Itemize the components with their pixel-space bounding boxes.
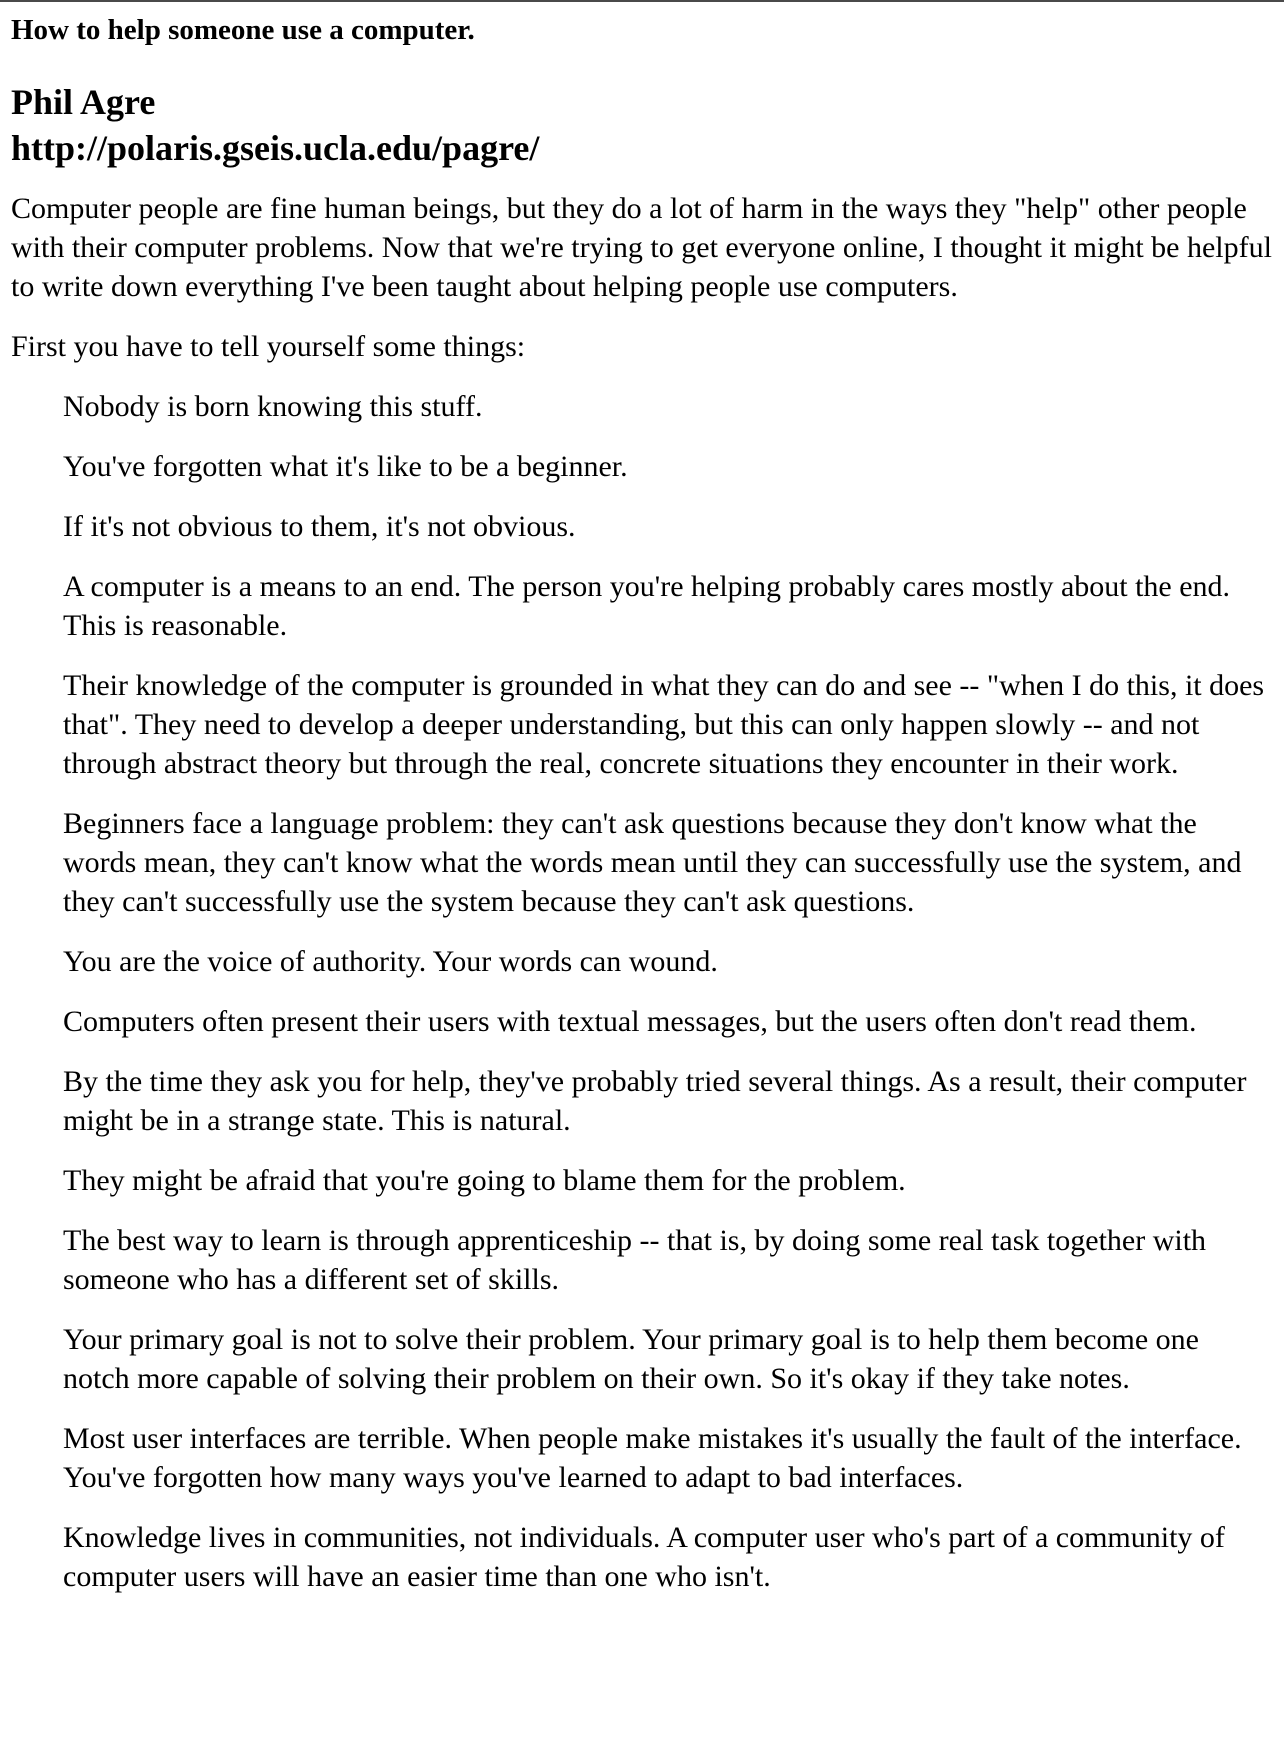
truth-item: Beginners face a language problem: they can't ask questions because they don't know what the words mean, they can't know what the words mean until they can successfully use the system, and they can't successfully use the system because they can't ask questions.	[63, 807, 1242, 918]
truth-item: Knowledge lives in communities, not individuals. A computer user who's part of a community of computer users will have an easier time than one who isn't.	[63, 1521, 1225, 1593]
article	[11, 14, 1273, 1617]
truth-item: You are the voice of authority. Your words can wound.	[63, 945, 718, 978]
lead-in-paragraph: First you have to tell yourself some things:	[11, 330, 526, 363]
top-border-rule	[0, 0, 1284, 2]
truth-item: By the time they ask you for help, they've probably tried several things. As a result, their computer might be in a strange state. This is natural.	[63, 1065, 1247, 1137]
truth-item: If it's not obvious to them, it's not obvious.	[63, 510, 576, 543]
truth-item: Your primary goal is not to solve their problem. Your primary goal is to help them become one notch more capable of solving their problem on their own. So it's okay if they take notes.	[63, 1323, 1199, 1395]
truth-item: Nobody is born knowing this stuff.	[63, 390, 483, 423]
truths-list	[11, 387, 1273, 1596]
truth-item: A computer is a means to an end. The person you're helping probably cares mostly about the end. This is reasonable.	[63, 570, 1231, 642]
truth-item: Most user interfaces are terrible. When people make mistakes it's usually the fault of the interface. You've forgotten how many ways you've learned to adapt to bad interfaces.	[63, 1422, 1242, 1494]
truth-item: The best way to learn is through apprenticeship -- that is, by doing some real task together with someone who has a different set of skills.	[63, 1224, 1207, 1296]
page-title: How to help someone use a computer.	[11, 14, 475, 46]
author-name: Phil Agre	[11, 82, 156, 122]
author-url: http://polaris.gseis.ucla.edu/pagre/	[11, 128, 540, 168]
intro-paragraph: Computer people are fine human beings, but they do a lot of harm in the ways they "help" other people with their computer problems. Now that we're trying to get everyone online, I thought it might be helpful to write down everything I've been taught about helping people use computers.	[11, 192, 1272, 303]
truth-item: They might be afraid that you're going to blame them for the problem.	[63, 1164, 906, 1197]
truth-item: You've forgotten what it's like to be a beginner.	[63, 450, 628, 483]
truth-item: Computers often present their users with textual messages, but the users often don't read them.	[63, 1005, 1197, 1038]
truth-item: Their knowledge of the computer is grounded in what they can do and see -- "when I do this, it does that". They need to develop a deeper understanding, but this can only happen slowly -- and not through abstract theory but through the real, concrete situations they encounter in their work.	[63, 669, 1265, 780]
